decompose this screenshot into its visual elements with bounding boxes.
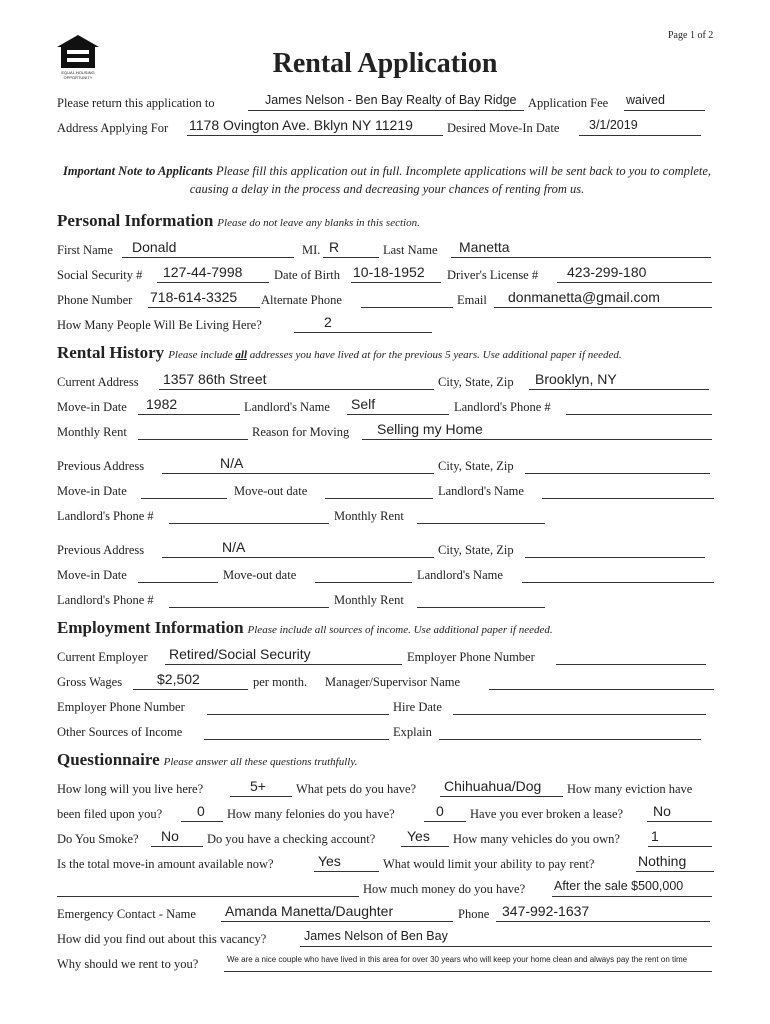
phone-label: Phone Number	[57, 293, 133, 307]
q-smoke-value: No	[161, 828, 179, 844]
prev2-address-field[interactable]	[162, 539, 434, 558]
manager-field[interactable]	[489, 675, 714, 690]
movein-field[interactable]	[579, 118, 701, 136]
people-field[interactable]	[294, 314, 432, 333]
q-live-value: 5+	[250, 778, 266, 794]
wages-row	[57, 671, 717, 693]
phone-field[interactable]	[148, 289, 260, 308]
per-month-label: per month.	[253, 675, 308, 689]
prev1-address-label: Previous Address	[57, 459, 145, 473]
q-money-field[interactable]	[552, 879, 712, 897]
emergency-phone-label: Phone	[458, 907, 490, 921]
prev1-address-row	[57, 455, 717, 477]
note-lead: Important Note to Applicants	[62, 164, 213, 178]
last-name-value: Manetta	[459, 239, 510, 255]
q-pets-label: What pets do you have?	[296, 782, 417, 796]
q-row-1	[57, 778, 717, 800]
q-pets-value: Chihuahua/Dog	[444, 778, 542, 794]
q-row-5	[57, 879, 717, 900]
prev1-landlord-phone-field[interactable]	[169, 509, 329, 524]
rental-heading: Rental History	[57, 343, 165, 362]
address-field[interactable]	[187, 117, 443, 136]
current-rent-row	[57, 421, 717, 443]
first-name-value: Donald	[132, 239, 177, 255]
prev1-address-field[interactable]	[162, 455, 434, 474]
email-label: Email	[457, 293, 487, 307]
explain-label: Explain	[393, 725, 432, 739]
current-city-field[interactable]	[529, 371, 709, 390]
prev2-address-value: N/A	[222, 539, 246, 555]
email-field[interactable]	[494, 289, 712, 308]
q-evictions-label-b: been filed upon you?	[57, 807, 163, 821]
employment-section-heading	[57, 618, 553, 638]
alt-phone-field[interactable]	[361, 293, 453, 308]
q-felonies-field[interactable]	[424, 803, 466, 822]
prev2-rent-label: Monthly Rent	[334, 593, 404, 607]
why-field[interactable]	[224, 957, 712, 972]
prev1-city-field[interactable]	[525, 459, 710, 474]
employer-value: Retired/Social Security	[169, 646, 311, 662]
note-text: Please fill this application out in full. Incomplete applications will be sent back to you to complete, causing a delay in the process and decreasing your chances of renting from us.	[189, 164, 712, 196]
prev1-moveout-field[interactable]	[325, 484, 433, 499]
dob-field[interactable]	[351, 264, 441, 283]
movein-value: 3/1/2019	[589, 118, 638, 132]
logo-caption: EQUAL HOUSING OPPORTUNITY	[61, 70, 95, 80]
q-row-4	[57, 853, 717, 875]
prev2-phone-row	[57, 593, 717, 611]
other-income-row	[57, 725, 717, 743]
manager-label: Manager/Supervisor Name	[325, 675, 461, 689]
reason-label: Reason for Moving	[252, 425, 350, 439]
q-evictions-value: 0	[197, 803, 205, 819]
prev1-city-label: City, State, Zip	[438, 459, 514, 473]
ssn-row	[57, 264, 717, 286]
address-label: Address Applying For	[57, 121, 169, 135]
prev2-landlord-field[interactable]	[522, 568, 714, 583]
prev2-landlord-label: Landlord's Name	[417, 568, 503, 582]
q-row-2	[57, 803, 717, 825]
personal-sub: Please do not leave any blanks in this section.	[217, 217, 420, 229]
questionnaire-section-heading	[57, 750, 357, 770]
last-name-field[interactable]	[451, 239, 711, 258]
prev2-moveout-field[interactable]	[315, 568, 412, 583]
questionnaire-sub: Please answer all these questions truthfully.	[163, 756, 358, 768]
vacancy-value: James Nelson of Ben Bay	[304, 929, 448, 943]
prev2-address-label: Previous Address	[57, 543, 145, 557]
current-movein-field[interactable]	[138, 396, 240, 415]
current-landlord-phone-label: Landlord's Phone #	[454, 400, 551, 414]
prev1-rent-field[interactable]	[417, 509, 545, 524]
prev1-moveout-label: Move-out date	[234, 484, 308, 498]
q-total-field[interactable]	[314, 853, 379, 872]
vacancy-row	[57, 929, 717, 950]
rental-section-heading	[57, 343, 622, 363]
reason-field[interactable]	[362, 421, 712, 440]
dob-value: 10-18-1952	[353, 264, 425, 280]
prev2-address-row	[57, 539, 717, 561]
rental-sub-all: all	[235, 349, 248, 361]
current-city-value: Brooklyn, NY	[535, 371, 617, 387]
prev1-landlord-label: Landlord's Name	[438, 484, 524, 498]
explain-field[interactable]	[439, 725, 701, 740]
dob-label: Date of Birth	[274, 268, 340, 282]
return-row	[57, 93, 717, 114]
email-value: donmanetta@gmail.com	[508, 289, 660, 305]
q-checking-value: Yes	[407, 828, 430, 844]
employer-phone2-label: Employer Phone Number	[57, 700, 185, 714]
why-row	[57, 957, 717, 975]
prev1-address-value: N/A	[220, 455, 244, 471]
emergency-row	[57, 903, 717, 925]
current-address-label: Current Address	[57, 375, 139, 389]
alt-phone-label: Alternate Phone	[261, 293, 342, 307]
questionnaire-heading: Questionnaire	[57, 750, 160, 769]
employer-phone-label: Employer Phone Number	[407, 650, 535, 664]
employer-phone-field[interactable]	[556, 650, 706, 665]
important-note	[57, 162, 717, 198]
q-total-label: Is the total move-in amount available now?	[57, 857, 274, 871]
page-number: Page 1 of 2	[668, 30, 714, 41]
first-name-label: First Name	[57, 243, 113, 257]
q-limit-field[interactable]	[636, 853, 714, 872]
current-rent-label: Monthly Rent	[57, 425, 127, 439]
q-live-label: How long will you live here?	[57, 782, 204, 796]
phone-row	[57, 289, 717, 311]
q-vehicles-label: How many vehicles do you own?	[453, 832, 620, 846]
emergency-phone-field[interactable]	[496, 903, 710, 922]
current-landlord-phone-field[interactable]	[566, 400, 712, 415]
other-income-field[interactable]	[204, 725, 389, 740]
employment-sub: Please include all sources of income. Use additional paper if needed.	[247, 624, 553, 636]
q-checking-field[interactable]	[401, 828, 449, 847]
q-felonies-label: How many felonies do you have?	[227, 807, 395, 821]
prev2-dates-row	[57, 568, 717, 586]
employer-phone2-field[interactable]	[207, 700, 389, 715]
prev1-phone-row	[57, 509, 717, 527]
address-row	[57, 117, 717, 139]
q-vehicles-value: 1	[651, 828, 659, 844]
phone-value: 718-614-3325	[150, 289, 238, 305]
prev1-movein-field[interactable]	[141, 484, 227, 499]
rental-sub-pre: Please include	[168, 349, 233, 361]
current-address-field[interactable]	[159, 371, 434, 390]
fee-value: waived	[626, 93, 665, 107]
prev1-movein-label: Move-in Date	[57, 484, 127, 498]
current-landlord-field[interactable]	[347, 396, 449, 415]
q-smoke-field[interactable]	[151, 828, 203, 847]
emergency-name-value: Amanda Manetta/Daughter	[225, 903, 394, 919]
first-name-field[interactable]	[122, 239, 294, 258]
mi-value: R	[329, 239, 340, 255]
address-value: 1178 Ovington Ave. Bklyn NY 11219	[189, 117, 413, 133]
emergency-phone-value: 347-992-1637	[502, 903, 590, 919]
q-lease-value: No	[653, 803, 671, 819]
q-limit-continued-field[interactable]	[57, 882, 359, 897]
dl-field[interactable]	[557, 264, 712, 283]
prev2-rent-field[interactable]	[417, 593, 545, 608]
dl-value: 423-299-180	[567, 264, 647, 280]
q-smoke-label: Do You Smoke?	[57, 832, 139, 846]
prev2-city-field[interactable]	[525, 543, 705, 558]
return-field[interactable]	[248, 93, 524, 111]
employer-label: Current Employer	[57, 650, 148, 664]
wages-label: Gross Wages	[57, 675, 123, 689]
employment-heading: Employment Information	[57, 618, 244, 637]
people-value: 2	[324, 314, 332, 330]
people-row	[57, 314, 717, 336]
emergency-name-field[interactable]	[221, 903, 453, 922]
fee-field[interactable]	[624, 93, 705, 111]
q-vehicles-field[interactable]	[648, 828, 712, 847]
movein-label: Desired Move-In Date	[447, 121, 560, 135]
hire-date-field[interactable]	[453, 700, 706, 715]
mi-label: MI.	[302, 243, 321, 257]
current-address-value: 1357 86th Street	[163, 371, 267, 387]
return-label: Please return this application to	[57, 96, 215, 110]
q-limit-label: What would limit your ability to pay rent?	[383, 857, 595, 871]
current-landlord-label: Landlord's Name	[244, 400, 330, 414]
q-row-3	[57, 828, 717, 850]
reason-value: Selling my Home	[377, 421, 483, 437]
fee-label: Application Fee	[528, 96, 609, 110]
rental-sub-post: addresses you have lived at for the previous 5 years. Use additional paper if needed.	[249, 349, 622, 361]
last-name-label: Last Name	[383, 243, 438, 257]
vacancy-field[interactable]	[300, 929, 712, 947]
ssn-value: 127-44-7998	[163, 264, 243, 280]
vacancy-label: How did you find out about this vacancy?	[57, 932, 267, 946]
prev2-movein-field[interactable]	[138, 568, 218, 583]
mi-field[interactable]	[323, 239, 379, 258]
employer-phone2-row	[57, 700, 717, 718]
emergency-label: Emergency Contact - Name	[57, 907, 196, 921]
current-landlord-value: Self	[351, 396, 376, 412]
employer-field[interactable]	[165, 646, 402, 665]
q-lease-field[interactable]	[647, 803, 712, 822]
prev2-landlord-phone-field[interactable]	[169, 593, 329, 608]
personal-heading: Personal Information	[57, 211, 214, 230]
wages-value: $2,502	[157, 671, 200, 687]
current-movein-label: Move-in Date	[57, 400, 127, 414]
page-title: Rental Application	[272, 48, 498, 79]
q-total-value: Yes	[318, 853, 341, 869]
q-money-value: After the sale $500,000	[554, 879, 684, 893]
q-evictions-label-a: How many eviction have	[567, 782, 693, 796]
ssn-field[interactable]	[157, 264, 269, 283]
q-checking-label: Do you have a checking account?	[207, 832, 376, 846]
prev1-landlord-field[interactable]	[542, 484, 714, 499]
return-value: James Nelson - Ben Bay Realty of Bay Ridge	[265, 93, 517, 107]
current-movein-row	[57, 396, 717, 418]
people-label: How Many People Will Be Living Here?	[57, 318, 262, 332]
q-money-label: How much money do you have?	[363, 882, 526, 896]
other-income-label: Other Sources of Income	[57, 725, 183, 739]
why-value: We are a nice couple who have lived in this area for over 30 years who will keep your home clean and always pay the rent on time	[227, 955, 688, 964]
employer-row	[57, 646, 717, 668]
q-live-field[interactable]	[230, 778, 292, 797]
q-limit-value: Nothing	[638, 853, 687, 869]
why-label: Why should we rent to you?	[57, 957, 199, 971]
prev2-movein-label: Move-in Date	[57, 568, 127, 582]
ssn-label: Social Security #	[57, 268, 143, 282]
prev2-moveout-label: Move-out date	[223, 568, 297, 582]
q-evictions-field[interactable]	[181, 803, 223, 822]
prev1-dates-row	[57, 484, 717, 502]
hire-date-label: Hire Date	[393, 700, 442, 714]
q-felonies-value: 0	[436, 803, 444, 819]
prev1-landlord-phone-label: Landlord's Phone #	[57, 509, 154, 523]
current-movein-value: 1982	[146, 396, 178, 412]
current-rent-field[interactable]	[138, 425, 248, 440]
personal-section-heading	[57, 211, 420, 231]
prev1-rent-label: Monthly Rent	[334, 509, 404, 523]
q-lease-label: Have you ever broken a lease?	[470, 807, 624, 821]
prev2-city-label: City, State, Zip	[438, 543, 514, 557]
name-row	[57, 239, 717, 261]
prev2-landlord-phone-label: Landlord's Phone #	[57, 593, 154, 607]
dl-label: Driver's License #	[447, 268, 539, 282]
current-city-label: City, State, Zip	[438, 375, 514, 389]
q-pets-field[interactable]	[440, 778, 563, 797]
current-address-row	[57, 371, 717, 393]
wages-field[interactable]	[133, 671, 248, 690]
